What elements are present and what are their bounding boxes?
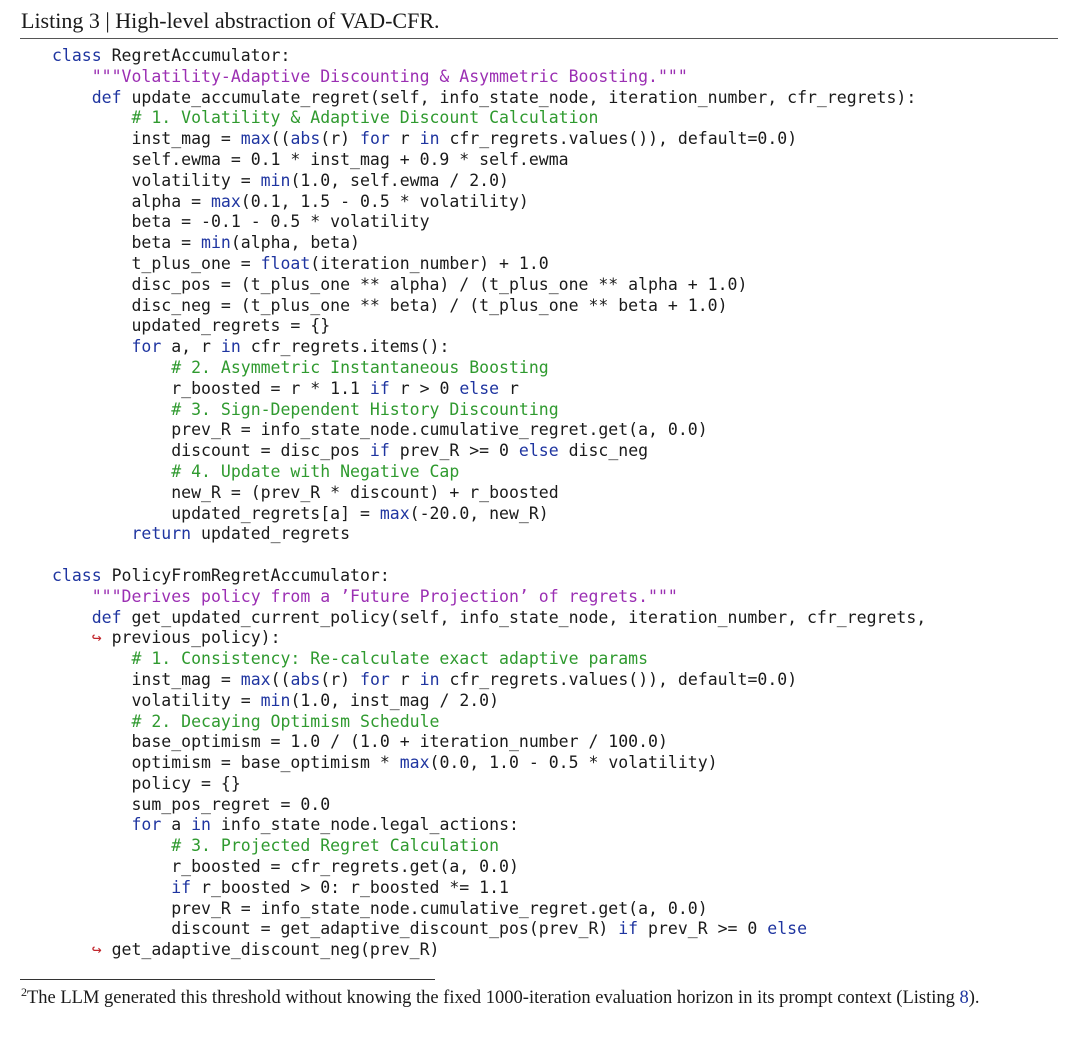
code-keyword: if — [369, 378, 390, 398]
code-text: volatility = — [131, 690, 261, 710]
code-text: (-20.0, new_R) — [409, 503, 549, 523]
code-line — [52, 337, 926, 358]
code-line — [52, 316, 926, 337]
code-keyword: for — [360, 669, 390, 689]
code-text: (1.0, inst_mag / 2.0) — [290, 690, 500, 710]
code-text: volatility = — [131, 170, 261, 190]
code-line — [52, 400, 926, 421]
code-text: self.ewma = 0.1 * inst_mag + 0.9 * self.ewma — [131, 149, 569, 169]
code-keyword: max — [240, 669, 271, 689]
code-text: alpha = — [131, 191, 211, 211]
code-text: sum_pos_regret = 0.0 — [131, 794, 331, 814]
code-text: base_optimism = 1.0 / (1.0 + iteration_number / 100.0) — [131, 732, 668, 752]
code-text: RegretAccumulator: — [101, 46, 291, 65]
code-keyword: for — [360, 129, 390, 149]
code-line — [52, 358, 926, 379]
code-keyword: return — [131, 524, 192, 544]
code-comment: # 3. Sign-Dependent History Discounting — [171, 399, 559, 419]
code-keyword: float — [260, 253, 311, 273]
code-comment: # 1. Volatility & Adaptive Discount Calculation — [131, 108, 599, 128]
code-text: cfr_regrets.values()), default=0.0) — [439, 129, 798, 149]
footnote-end: ). — [968, 988, 980, 1008]
code-line — [52, 628, 926, 649]
code-line — [52, 379, 926, 400]
code-text: get_adaptive_discount_neg(prev_R) — [101, 940, 440, 960]
code-text: (r) — [320, 129, 361, 149]
code-line — [52, 899, 926, 920]
code-line — [52, 212, 926, 233]
code-text: r — [389, 129, 420, 149]
code-text: r > 0 — [389, 378, 460, 398]
code-text: PolicyFromRegretAccumulator: — [101, 565, 390, 585]
code-text: a, r — [161, 337, 221, 357]
footnote — [21, 985, 1066, 1011]
code-comment: # 2. Asymmetric Instantaneous Boosting — [171, 357, 549, 377]
code-line — [52, 192, 926, 213]
code-text: (( — [270, 129, 291, 149]
code-text: r_boosted = cfr_regrets.get(a, 0.0) — [171, 857, 519, 877]
code-line — [52, 836, 926, 857]
code-text: r — [389, 669, 420, 689]
code-text: cfr_regrets.values()), default=0.0) — [439, 669, 798, 689]
code-docstring: """Volatility-Adaptive Discounting & Asymmetric Boosting.""" — [91, 66, 688, 86]
code-text: beta = -0.1 - 0.5 * volatility — [131, 212, 430, 232]
code-keyword: min — [201, 233, 231, 253]
code-line — [52, 108, 926, 129]
code-line — [52, 587, 926, 608]
code-line — [52, 940, 926, 961]
code-text: (1.0, self.ewma / 2.0) — [290, 170, 509, 190]
code-keyword: for — [131, 337, 162, 357]
continuation-arrow-icon: ↪ — [91, 940, 102, 960]
code-line — [52, 88, 926, 109]
code-keyword: max — [240, 129, 271, 149]
code-line — [52, 712, 926, 733]
code-text: r_boosted > 0: r_boosted *= 1.1 — [191, 877, 509, 897]
code-line — [52, 462, 926, 483]
code-text: discount = disc_pos — [171, 441, 370, 461]
code-line — [52, 524, 926, 545]
code-text: t_plus_one = — [131, 253, 261, 273]
code-text: (( — [270, 669, 291, 689]
code-text: (0.0, 1.0 - 0.5 * volatility) — [429, 753, 718, 773]
code-blank-line — [52, 545, 926, 566]
code-line — [52, 566, 926, 587]
code-text: (alpha, beta) — [230, 233, 360, 253]
code-comment: # 1. Consistency: Re-calculate exact adaptive params — [131, 649, 649, 669]
code-line — [52, 171, 926, 192]
code-keyword: def — [91, 607, 122, 627]
code-comment: # 2. Decaying Optimism Schedule — [131, 711, 440, 731]
code-line — [52, 420, 926, 441]
code-line — [52, 504, 926, 525]
code-keyword: in — [419, 129, 440, 149]
code-text: updated_regrets[a] = — [171, 503, 380, 523]
code-keyword: max — [210, 191, 241, 211]
title-rule — [20, 38, 1058, 39]
code-text: updated_regrets = {} — [131, 316, 331, 336]
code-text: r_boosted = r * 1.1 — [171, 378, 370, 398]
code-text: update_accumulate_regret(self, info_state_node, iteration_number, cfr_regrets): — [121, 87, 917, 107]
code-line — [52, 483, 926, 504]
code-line — [52, 608, 926, 629]
code-line — [52, 254, 926, 275]
code-keyword: in — [220, 337, 241, 357]
code-keyword: def — [91, 87, 122, 107]
code-line — [52, 150, 926, 171]
code-line — [52, 878, 926, 899]
code-line — [52, 441, 926, 462]
code-text: get_updated_current_policy(self, info_state_node, iteration_number, cfr_regrets, — [121, 607, 927, 627]
code-text: cfr_regrets.items(): — [240, 337, 450, 357]
code-keyword: if — [369, 441, 390, 461]
code-line — [52, 670, 926, 691]
code-text: updated_regrets — [191, 524, 351, 544]
code-keyword: abs — [290, 669, 321, 689]
code-line — [52, 129, 926, 150]
code-text: inst_mag = — [131, 129, 241, 149]
code-text: optimism = base_optimism * — [131, 753, 400, 773]
code-line — [52, 275, 926, 296]
code-line — [52, 857, 926, 878]
listing-link[interactable]: 8 — [959, 988, 969, 1008]
code-line — [52, 691, 926, 712]
code-keyword: else — [518, 441, 559, 461]
code-keyword: min — [260, 690, 291, 710]
code-keyword: in — [191, 815, 211, 835]
code-keyword: abs — [290, 129, 321, 149]
code-text: beta = — [131, 233, 202, 253]
code-keyword: for — [131, 815, 162, 835]
code-line — [52, 774, 926, 795]
code-keyword: class — [52, 46, 102, 65]
footnote-text: The LLM generated this threshold without knowing the fixed 1000-iteration evaluation horizon in its prompt context (Listing — [27, 988, 960, 1008]
code-line — [52, 233, 926, 254]
code-line — [52, 67, 926, 88]
code-text: policy = {} — [131, 773, 241, 793]
code-keyword: min — [260, 170, 291, 190]
code-comment: # 4. Update with Negative Cap — [171, 461, 460, 481]
footnote-rule — [20, 979, 435, 980]
footnote-marker: 2 — [21, 985, 27, 999]
code-text: r — [499, 378, 519, 398]
code-text: (0.1, 1.5 - 0.5 * volatility) — [240, 191, 529, 211]
code-text: disc_pos = (t_plus_one ** alpha) / (t_plus_one ** alpha + 1.0) — [131, 274, 748, 294]
code-docstring: """Derives policy from a ’Future Projection’ of regrets.""" — [91, 586, 678, 606]
code-text: (iteration_number) + 1.0 — [310, 253, 549, 273]
code-text: new_R = (prev_R * discount) + r_boosted — [171, 482, 559, 502]
code-text: discount = get_adaptive_discount_pos(prev_R) — [171, 919, 619, 939]
code-listing — [52, 46, 926, 961]
code-line — [52, 46, 926, 67]
code-line — [52, 649, 926, 670]
code-keyword: in — [419, 669, 440, 689]
code-line — [52, 296, 926, 317]
code-text: prev_R = info_state_node.cumulative_regret.get(a, 0.0) — [171, 420, 708, 440]
code-keyword: max — [399, 753, 430, 773]
code-keyword: if — [171, 877, 192, 897]
code-text: disc_neg — [558, 441, 649, 461]
code-line — [52, 795, 926, 816]
code-line — [52, 753, 926, 774]
code-line — [52, 732, 926, 753]
code-text: info_state_node.legal_actions: — [210, 815, 519, 835]
code-line — [52, 919, 926, 940]
listing-title: Listing 3 | High-level abstraction of VAD-CFR. — [21, 8, 440, 33]
code-keyword: if — [618, 919, 639, 939]
code-line — [52, 815, 926, 836]
code-keyword: else — [459, 378, 500, 398]
code-text: a — [161, 815, 192, 835]
code-keyword: else — [767, 919, 808, 939]
code-text: prev_R >= 0 — [389, 441, 519, 461]
code-text: disc_neg = (t_plus_one ** beta) / (t_plus_one ** beta + 1.0) — [131, 295, 728, 315]
code-text: prev_R >= 0 — [638, 919, 768, 939]
code-comment: # 3. Projected Regret Calculation — [171, 836, 500, 856]
code-text: inst_mag = — [131, 669, 241, 689]
code-keyword: class — [52, 565, 102, 585]
code-text: prev_R = info_state_node.cumulative_regret.get(a, 0.0) — [171, 898, 708, 918]
code-text: previous_policy): — [101, 628, 281, 648]
code-text: (r) — [320, 669, 361, 689]
continuation-arrow-icon: ↪ — [91, 628, 102, 648]
code-keyword: max — [379, 503, 410, 523]
